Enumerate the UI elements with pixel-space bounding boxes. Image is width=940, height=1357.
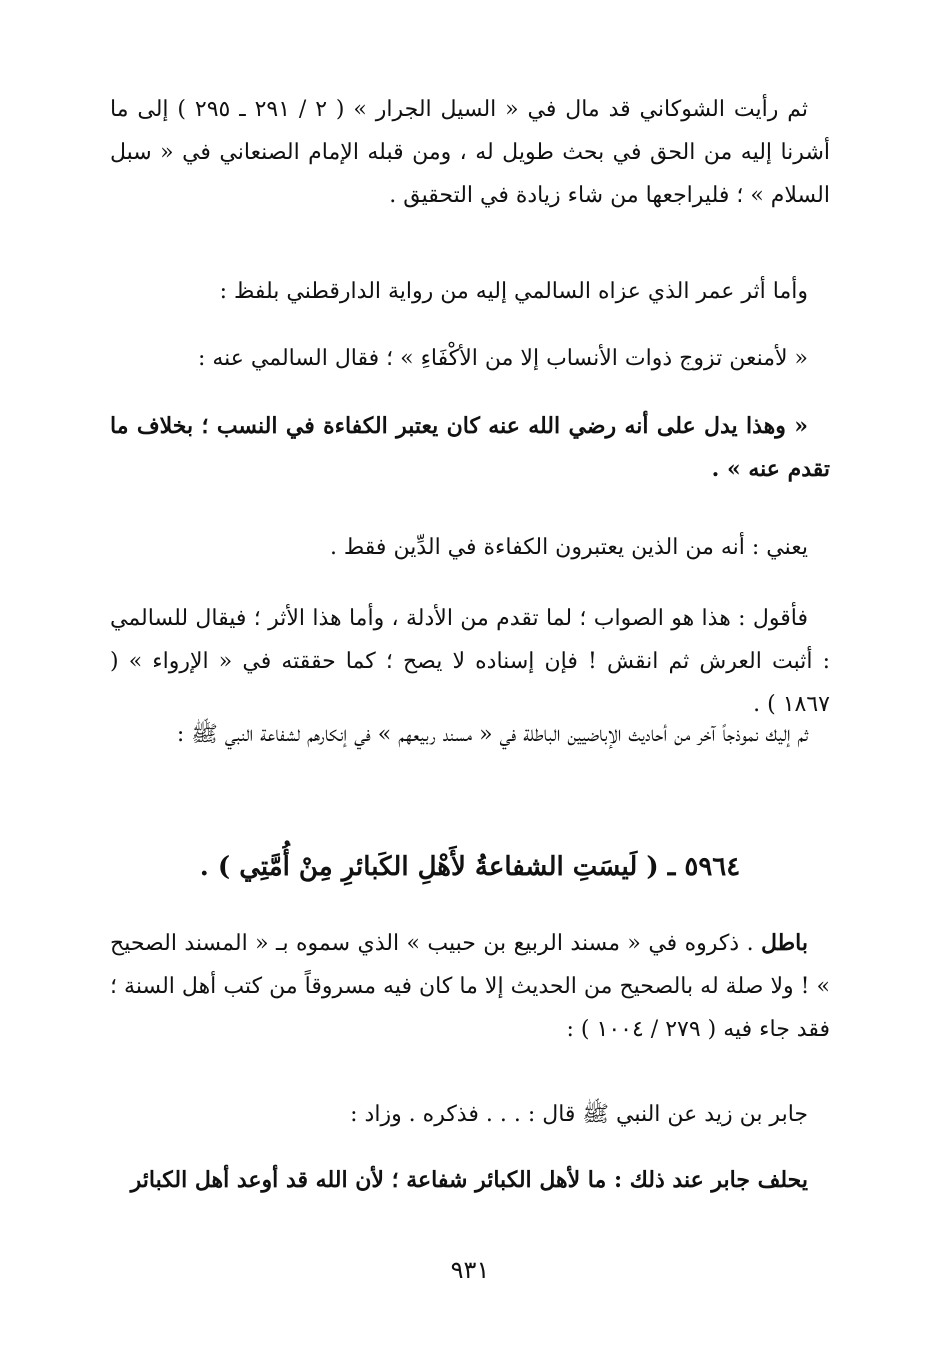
paragraph-explanation: يعني : أنه من الذين يعتبرون الكفاءة في الدِّين فقط . (329, 535, 808, 560)
paragraph-salimi-quote: « وهذا يدل على أنه رضي الله عنه كان يعتبر الكفاءة في النسب ؛ بخلاف ما تقدم عنه » . (110, 413, 830, 482)
paragraph-shawkani: ثم رأيت الشوكاني قد مال في « السيل الجرار » ( ٢ / ٢٩١ ـ ٢٩٥ ) إلى ما أشرنا إليه من الحق في بحث طويل له ، ومن قبله الإمام الصنعاني في « سبل السلام » ؛ فليراجعها من شاء زيادة في التحقيق . (110, 97, 830, 208)
narration-oath: يحلف جابر عند ذلك : ما لأهل الكبائر شفاعة ؛ لأن الله قد أوعد أهل الكبائر (130, 1167, 808, 1193)
paragraph-ruling (110, 922, 830, 1051)
hadith-title: ٥٩٦٤ ـ ( لَيسَتِ الشفاعةُ لأَهْلِ الكَبائرِ مِنْ أُمَّتِي ) . (199, 852, 741, 882)
paragraph-athar-quote: « لأمنعن تزوج ذوات الأنساب إلا من الأكْفَاءِ » ؛ فقال السالمي عنه : (197, 346, 808, 371)
paragraph-author-reply: فأقول : هذا هو الصواب ؛ لما تقدم من الأدلة ، وأما هذا الأثر ؛ فيقال للسالمي : أثبت العرش ثم انقش ! فإن إسناده لا يصح ؛ كما حققته في « الإرواء » ( ١٨٦٧ ) . (110, 606, 830, 717)
page-number: ٩٣١ (450, 1256, 490, 1284)
ruling-text: . ذكروه في « مسند الربيع بن حبيب » الذي سموه بـ « المسند الصحيح » ! ولا صلة له بالصحيح من الحديث إلا ما كان فيه مسروقاً من كتب أهل السنة ؛ فقد جاء فيه ( ٢٧٩ / ١٠٠٤ ) : (110, 931, 830, 1042)
ruling-word: باطل (761, 930, 808, 956)
paragraph-ibadi-example: ثم إليك نموذجاً آخر من أحاديث الإباضيين الباطلة في « مسند ربيعهم » في إنكارهم لشفاعة النبي ﷺ : (176, 722, 808, 747)
paragraph-umar-athar: وأما أثر عمر الذي عزاه السالمي إليه من رواية الدارقطني بلفظ : (219, 279, 808, 304)
narration-line: جابر بن زيد عن النبي ﷺ قال : . . . فذكره . وزاد : (350, 1102, 808, 1127)
